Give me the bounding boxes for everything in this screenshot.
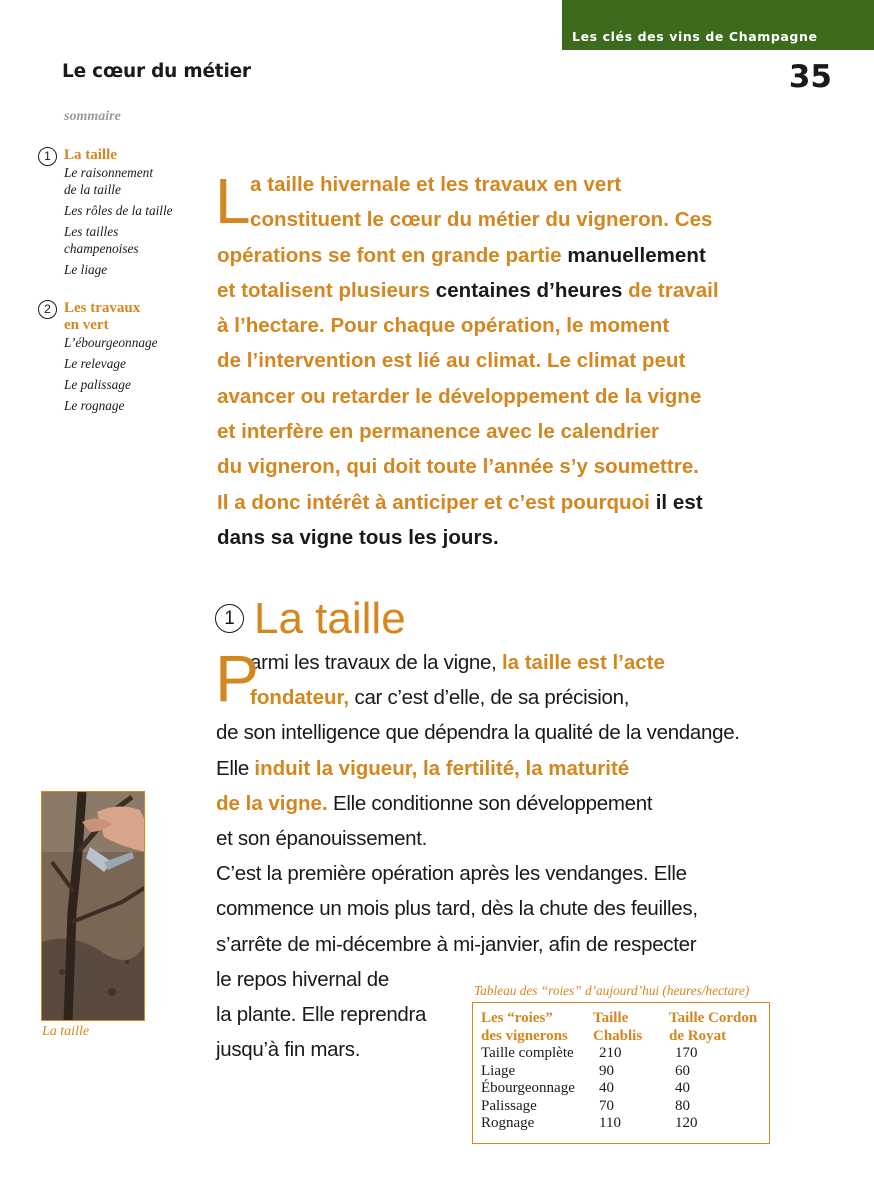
- toc-number-badge: 2: [38, 300, 57, 319]
- toc-item-line: Le raisonnement: [64, 165, 154, 180]
- toc-item-line: Le palissage: [64, 377, 131, 392]
- table-row: [481, 1098, 757, 1116]
- table-row: [481, 1045, 757, 1063]
- intro-text: constituent le cœur du métier du vigneron. Ces: [250, 208, 713, 232]
- body-text: s’arrête de mi-décembre à mi-janvier, afin de respecter: [216, 932, 697, 956]
- table-header-cell: [593, 1010, 669, 1045]
- table-header-line: Taille: [593, 1010, 629, 1026]
- toc-item-line: de la taille: [64, 182, 121, 197]
- body-highlight-text: fondateur,: [250, 686, 350, 710]
- body-line: [216, 821, 776, 856]
- table-cell-value: 60: [675, 1062, 690, 1079]
- body-line: [216, 856, 776, 891]
- intro-line: [217, 379, 817, 414]
- table-row-label: Ébourgeonnage: [481, 1080, 575, 1096]
- body-text: et son épanouissement.: [216, 827, 428, 851]
- toc-item-line: Le rognage: [64, 398, 125, 413]
- body-text: Elle: [216, 756, 255, 780]
- table-cell-value: 110: [599, 1115, 621, 1131]
- intro-line: [217, 449, 817, 484]
- intro-text: Il a donc intérêt à anticiper et c’est pourquoi: [217, 490, 656, 514]
- toc-item-line: L’ébourgeonnage: [64, 335, 158, 350]
- intro-line: [217, 167, 817, 202]
- table-row: [481, 1115, 757, 1133]
- table-caption: Tableau des “roies” d’aujourd’hui (heures/hectare): [474, 983, 750, 998]
- toc-item-line: Le relevage: [64, 356, 126, 371]
- intro-text: opérations se font en grande partie: [217, 243, 568, 267]
- header-banner: [562, 0, 874, 50]
- table-cell-value: 210: [599, 1045, 622, 1061]
- toc-number-badge: 1: [38, 147, 57, 166]
- intro-text: avancer ou retarder le développement de la vigne: [217, 384, 702, 408]
- intro-text: de l’intervention est lié au climat. Le climat peut: [217, 349, 686, 373]
- intro-line: [217, 238, 817, 273]
- section-heading: [215, 594, 406, 644]
- body-text: Elle conditionne son développement: [327, 791, 653, 815]
- intro-emphasis-text: manuellement: [567, 243, 706, 267]
- table-header-line: de Royat: [669, 1027, 727, 1044]
- body-text: C’est la première opération après les vendanges. Elle: [216, 862, 687, 886]
- toc-title-line: en vert: [64, 317, 109, 333]
- toc-item-line: Le liage: [64, 262, 108, 277]
- vine-pruning-photo: [41, 791, 145, 1021]
- section-title: Le cœur du métier: [62, 61, 251, 82]
- toc-title-line: Les travaux: [64, 300, 141, 316]
- roies-table-box: [472, 1002, 770, 1144]
- intro-text: du vigneron, qui doit toute l’année s’y soumettre.: [217, 455, 700, 479]
- body-dropcap: P: [215, 641, 260, 715]
- intro-line: [217, 414, 817, 449]
- roies-table: [481, 1010, 757, 1133]
- toc-group-travaux-en-vert: [38, 300, 198, 414]
- body-line: [216, 715, 776, 750]
- body-highlight-text: induit la vigueur, la fertilité, la maturité: [254, 756, 630, 780]
- table-header-line: Taille Cordon: [669, 1010, 758, 1026]
- intro-emphasis-text: centaines d’heures: [435, 278, 623, 302]
- body-line: [216, 927, 776, 962]
- table-header-line: des vignerons: [481, 1027, 568, 1044]
- table-header-cell: [481, 1010, 593, 1045]
- intro-line: [217, 520, 817, 555]
- intro-emphasis-text: dans sa vigne tous les jours.: [217, 525, 499, 549]
- toc-title-line: La taille: [64, 147, 117, 163]
- intro-text: de travail: [622, 278, 719, 302]
- table-cell-value: 80: [675, 1097, 690, 1114]
- body-text: de son intelligence que dépendra la qualité de la vendange.: [216, 721, 740, 745]
- toc-item-line: champenoises: [64, 241, 139, 256]
- body-line: [216, 645, 776, 680]
- intro-line: [217, 485, 817, 520]
- table-header-line: Chablis: [593, 1027, 643, 1044]
- section-number-badge: 1: [215, 604, 244, 633]
- body-text: la plante. Elle reprendra: [216, 1003, 427, 1027]
- body-text: armi les travaux de la vigne,: [250, 651, 502, 674]
- table-cell-value: 40: [675, 1080, 690, 1096]
- intro-text: a taille hivernale et les travaux en vert: [250, 173, 622, 196]
- intro-line: [217, 343, 817, 378]
- toc-item-list: [64, 164, 198, 278]
- table-row-label: Taille complète: [481, 1045, 574, 1061]
- table-cell-value: 70: [599, 1097, 614, 1114]
- body-line: [216, 891, 776, 926]
- body-line: [216, 680, 776, 715]
- body-text: car c’est d’elle, de sa précision,: [349, 686, 630, 710]
- table-cell-value: 90: [599, 1062, 614, 1079]
- intro-line: [217, 273, 817, 308]
- section-heading-title: La taille: [254, 594, 406, 643]
- toc-item-line: Les rôles de la taille: [64, 203, 173, 218]
- table-header-line: Les “roies”: [481, 1010, 553, 1026]
- photo-caption: La taille: [42, 1024, 90, 1039]
- intro-lines: [217, 167, 817, 555]
- body-line: [216, 786, 776, 821]
- body-text: commence un mois plus tard, dès la chute des feuilles,: [216, 897, 698, 921]
- table-cell-value: 120: [675, 1115, 698, 1131]
- body-highlight-text: de la vigne.: [216, 791, 328, 815]
- toc-heading: sommaire: [64, 109, 121, 124]
- table-cell-value: 170: [675, 1045, 698, 1061]
- table-row-label: Rognage: [481, 1115, 535, 1131]
- intro-text: à l’hectare. Pour chaque opération, le moment: [217, 314, 670, 338]
- table-cell-value: 40: [599, 1080, 614, 1096]
- toc-item-line: Les tailles: [64, 224, 119, 239]
- intro-line: [217, 308, 817, 343]
- table-row: [481, 1063, 757, 1081]
- table-header-cell: [669, 1010, 757, 1045]
- intro-emphasis-text: il est: [655, 490, 703, 514]
- intro-text: et interfère en permanence avec le calendrier: [217, 420, 660, 444]
- table-row: [481, 1080, 757, 1098]
- table-row-label: Palissage: [481, 1097, 537, 1114]
- table-row-label: Liage: [481, 1062, 516, 1079]
- intro-paragraph: [217, 167, 817, 555]
- body-text: le repos hivernal de: [216, 967, 389, 991]
- body-highlight-text: la taille est l’acte: [501, 651, 665, 674]
- body-line: [216, 751, 776, 786]
- banner-text: Les clés des vins de Champagne: [572, 29, 818, 44]
- page-number: 35: [788, 59, 832, 95]
- toc-group-la-taille: [38, 147, 198, 278]
- toc-item-list: [64, 334, 198, 414]
- intro-dropcap: L: [215, 165, 251, 237]
- intro-text: et totalisent plusieurs: [217, 278, 436, 302]
- body-text: jusqu’à fin mars.: [216, 1038, 361, 1062]
- intro-line: [217, 202, 817, 237]
